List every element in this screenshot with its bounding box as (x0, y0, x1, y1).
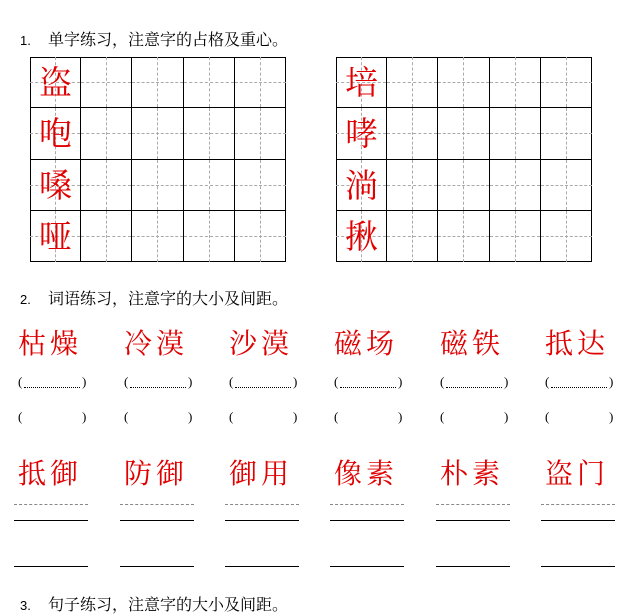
right-grid-cell (490, 211, 541, 262)
pinyin-answer-line[interactable] (446, 387, 502, 388)
grid-guide-horizontal (387, 82, 437, 83)
grid-guide-horizontal (541, 82, 592, 83)
answer-paren-open: ( (334, 409, 339, 424)
left-grid-cell (30, 160, 81, 211)
right-grid-cell (387, 57, 438, 108)
answer-paren-open: ( (229, 409, 234, 424)
left-grid-cell (81, 160, 132, 211)
writing-line[interactable] (14, 566, 88, 567)
writing-line[interactable] (14, 520, 88, 521)
right-grid-char: 揪 (345, 216, 378, 256)
left-grid-char: 哑 (39, 216, 72, 256)
grid-guide-horizontal (490, 133, 540, 134)
answer-paren-close: ) (504, 409, 509, 424)
grid-guide-horizontal (132, 185, 182, 186)
right-grid-cell (438, 160, 489, 211)
left-grid-cell (132, 160, 183, 211)
writing-line[interactable] (541, 520, 615, 521)
left-grid-cell (235, 160, 286, 211)
right-grid-cell (336, 160, 387, 211)
word-row1-1: 冷漠 (124, 327, 189, 360)
grid-guide-horizontal (490, 236, 540, 237)
section-3-instruction: 句子练习，注意字的大小及间距。 (48, 595, 289, 614)
writing-guide-line (330, 504, 404, 505)
grid-guide-horizontal (81, 236, 131, 237)
left-grid-cell (235, 211, 286, 262)
word-row2-4: 朴素 (440, 457, 505, 490)
right-grid-cell (541, 108, 592, 159)
left-grid-cell (132, 57, 183, 108)
answer-paren-open: ( (545, 374, 550, 389)
answer-paren-close: ) (293, 409, 298, 424)
grid-guide-horizontal (184, 185, 234, 186)
answer-paren-open: ( (124, 409, 129, 424)
writing-line[interactable] (120, 566, 194, 567)
writing-line[interactable] (120, 520, 194, 521)
word-row2-5: 盗门 (545, 457, 610, 490)
section-3-heading (20, 592, 288, 615)
writing-guide-line (541, 504, 615, 505)
answer-paren-open: ( (18, 409, 23, 424)
right-grid-cell (387, 108, 438, 159)
pinyin-answer-line[interactable] (551, 387, 607, 388)
writing-line[interactable] (330, 520, 404, 521)
grid-guide-horizontal (235, 133, 286, 134)
grid-guide-horizontal (184, 82, 234, 83)
grid-guide-horizontal (132, 133, 182, 134)
writing-guide-line (120, 504, 194, 505)
word-row1-2: 沙漠 (229, 327, 294, 360)
left-grid-cell (184, 211, 235, 262)
answer-paren-close: ) (82, 409, 87, 424)
left-grid-cell (184, 160, 235, 211)
grid-guide-horizontal (81, 185, 131, 186)
pinyin-answer-line[interactable] (235, 387, 291, 388)
word-row2-0: 抵御 (18, 457, 83, 490)
left-grid-char: 咆 (39, 114, 72, 154)
grid-guide-horizontal (235, 82, 286, 83)
right-grid-cell (336, 211, 387, 262)
answer-paren-close: ) (609, 409, 614, 424)
section-2-heading (20, 286, 288, 309)
right-grid-cell (490, 108, 541, 159)
grid-guide-horizontal (438, 133, 488, 134)
section-2-number: 2. (20, 292, 31, 307)
grid-guide-horizontal (184, 133, 234, 134)
grid-guide-horizontal (438, 185, 488, 186)
right-grid-cell (387, 160, 438, 211)
left-grid-char: 嗓 (39, 165, 72, 205)
word-row1-0: 枯燥 (18, 327, 83, 360)
right-grid-cell (438, 211, 489, 262)
answer-paren-open: ( (440, 409, 445, 424)
right-grid-cell (336, 57, 387, 108)
section-2-instruction: 词语练习，注意字的大小及间距。 (48, 289, 289, 308)
right-grid-cell (541, 160, 592, 211)
answer-paren-close: ) (82, 374, 87, 389)
pinyin-answer-line[interactable] (340, 387, 396, 388)
left-grid-cell (30, 57, 81, 108)
writing-guide-line (436, 504, 510, 505)
section-3-number: 3. (20, 598, 31, 613)
word-row2-1: 防御 (124, 457, 189, 490)
answer-paren-close: ) (188, 409, 193, 424)
writing-line[interactable] (436, 566, 510, 567)
word-row1-5: 抵达 (545, 327, 610, 360)
left-grid-cell (81, 57, 132, 108)
writing-guide-line (14, 504, 88, 505)
grid-guide-horizontal (81, 82, 131, 83)
answer-paren-close: ) (504, 374, 509, 389)
writing-line[interactable] (330, 566, 404, 567)
right-grid-cell (541, 211, 592, 262)
answer-paren-close: ) (188, 374, 193, 389)
left-grid-cell (132, 108, 183, 159)
grid-guide-horizontal (541, 133, 592, 134)
answer-paren-close: ) (398, 409, 403, 424)
answer-paren-close: ) (293, 374, 298, 389)
word-row2-3: 像素 (334, 457, 399, 490)
word-row1-3: 磁场 (334, 327, 399, 360)
right-grid-cell (490, 57, 541, 108)
left-grid-cell (132, 211, 183, 262)
pinyin-answer-line[interactable] (130, 387, 186, 388)
right-grid-cell (438, 108, 489, 159)
section-1-number: 1. (20, 33, 31, 48)
grid-guide-horizontal (387, 236, 437, 237)
writing-line[interactable] (225, 520, 299, 521)
grid-guide-horizontal (132, 82, 182, 83)
answer-paren-close: ) (609, 374, 614, 389)
left-grid-cell (235, 57, 286, 108)
answer-paren-open: ( (440, 374, 445, 389)
right-grid-cell (387, 211, 438, 262)
section-1-heading (20, 27, 288, 50)
grid-guide-horizontal (184, 236, 234, 237)
left-grid-char: 盗 (39, 63, 72, 102)
writing-line[interactable] (225, 566, 299, 567)
right-grid-cell (438, 57, 489, 108)
grid-guide-horizontal (132, 236, 182, 237)
grid-guide-horizontal (235, 185, 286, 186)
answer-paren-open: ( (545, 409, 550, 424)
left-grid-cell (235, 108, 286, 159)
answer-paren-open: ( (124, 374, 129, 389)
grid-guide-horizontal (81, 133, 131, 134)
right-grid-cell (490, 160, 541, 211)
answer-paren-open: ( (18, 374, 23, 389)
word-row2-2: 御用 (229, 457, 294, 490)
grid-guide-horizontal (490, 185, 540, 186)
grid-guide-horizontal (387, 185, 437, 186)
pinyin-answer-line[interactable] (24, 387, 80, 388)
grid-guide-horizontal (541, 236, 592, 237)
writing-line[interactable] (541, 566, 615, 567)
right-grid-char: 淌 (345, 165, 378, 205)
word-row1-4: 磁铁 (440, 327, 505, 360)
writing-guide-line (225, 504, 299, 505)
right-grid-cell (336, 108, 387, 159)
grid-guide-horizontal (438, 236, 488, 237)
left-grid-cell (184, 108, 235, 159)
left-grid-cell (184, 57, 235, 108)
answer-paren-open: ( (229, 374, 234, 389)
left-grid-cell (30, 108, 81, 159)
right-practice-grid (336, 57, 592, 262)
answer-paren-close: ) (398, 374, 403, 389)
right-grid-char: 培 (345, 63, 378, 102)
grid-guide-horizontal (490, 82, 540, 83)
grid-guide-horizontal (387, 133, 437, 134)
right-grid-char: 哮 (345, 114, 378, 154)
right-grid-cell (541, 57, 592, 108)
left-grid-cell (81, 108, 132, 159)
grid-guide-horizontal (438, 82, 488, 83)
left-grid-cell (81, 211, 132, 262)
grid-guide-horizontal (541, 185, 592, 186)
section-1-instruction: 单字练习，注意字的占格及重心。 (48, 30, 289, 49)
grid-guide-horizontal (235, 236, 286, 237)
writing-line[interactable] (436, 520, 510, 521)
left-grid-cell (30, 211, 81, 262)
left-practice-grid (30, 57, 286, 262)
answer-paren-open: ( (334, 374, 339, 389)
